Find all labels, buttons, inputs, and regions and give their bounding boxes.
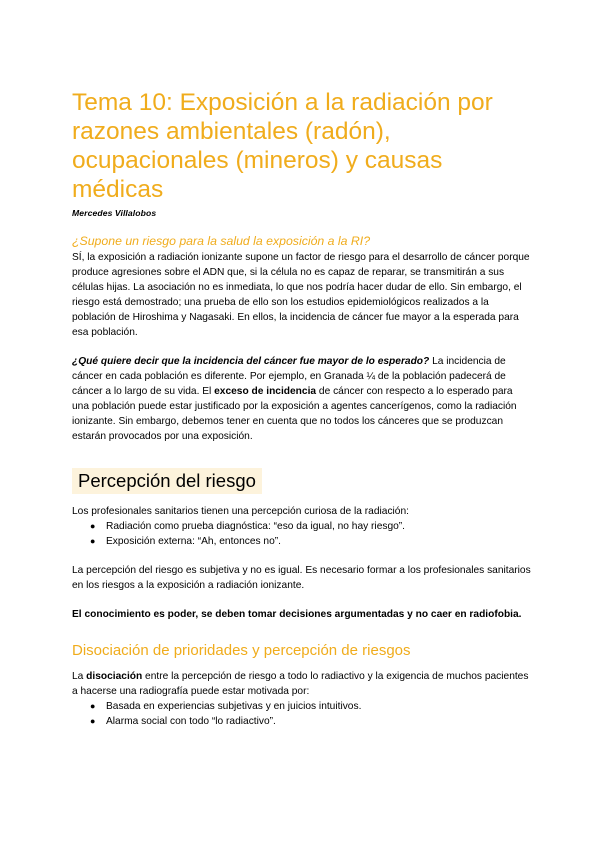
list-item: ● Radiación como prueba diagnóstica: “eso da igual, no hay riesgo”.: [90, 521, 406, 532]
incidence-question: ¿Qué quiere decir que la incidencia del cáncer fue mayor de lo esperado?: [72, 356, 430, 367]
list-item: ● Basada en experiencias subjetivas y en juicios intuitivos.: [90, 701, 362, 712]
document-page: [72, 88, 532, 729]
perception-paragraph: La percepción del riesgo es subjetiva y no es igual. Es necesario formar a los profesionales sanitarios en los riesgos a la exposición a radiación ionizante.: [72, 565, 531, 591]
dissociation-bold: disociación: [86, 671, 143, 682]
knowledge-statement: El conocimiento es poder, se deben tomar decisiones argumentadas y no caer en radiofobia.: [72, 609, 522, 620]
incidence-text-1: La incidencia de cáncer en cada población es diferente. Por ejemplo, en Granada ¼ de la población padecerá de cáncer a lo largo de su vida. El: [72, 356, 506, 397]
paragraph-incidence: [72, 354, 532, 444]
author-name: Mercedes Villalobos: [72, 208, 157, 218]
incidence-text-2: de cáncer con respecto a lo esperado para una población puede estar justificado por la exposición a agentes cancerígenos, como la radiación ionizante. Sin embargo, debemos tener en cuenta que no todos los cánceres que se produzcan estarán provocados por una exposición.: [72, 386, 517, 442]
question-heading: ¿Supone un riesgo para la salud la exposición a la RI?: [72, 234, 371, 248]
perception-list: [72, 519, 532, 549]
bullet-icon: ●: [90, 521, 96, 531]
list-item: ● Exposición externa: “Ah, entonces no”.: [90, 536, 281, 547]
dissociation-paragraph: La disociación entre la percepción de riesgo a todo lo radiactivo y la exigencia de muchos pacientes a hacerse una radiografía puede estar motivada por:: [72, 671, 529, 697]
document-title: Tema 10: Exposición a la radiación por razones ambientales (radón), ocupacionales (mineros) y causas médicas: [72, 89, 493, 203]
bullet-icon: ●: [90, 536, 96, 546]
bullet-icon: ●: [90, 716, 96, 726]
dissociation-list: [72, 699, 532, 729]
perception-intro: Los profesionales sanitarios tienen una percepción curiosa de la radiación:: [72, 506, 409, 517]
paragraph-risk: SÍ, la exposición a radiación ionizante supone un factor de riesgo para el desarrollo de cáncer porque produce agresiones sobre el ADN que, si la célula no es capaz de reparar, se transmitirán a sus células hijas. La asociación no es inmediata, lo que nos podría hacer dudar de ello. Sin embargo, el riesgo está demostrado; una prueba de ello son los estudios epidemiológicos realizados a la población de Hiroshima y Nagasaki. En ellos, la incidencia de cáncer fue mayor a la esperada para esa población.: [72, 252, 530, 338]
list-item: ● Alarma social con todo “lo radiactivo”.: [90, 716, 276, 727]
section-heading-perception: Percepción del riesgo: [72, 468, 262, 494]
bullet-icon: ●: [90, 701, 96, 711]
incidence-bold: exceso de incidencia: [214, 386, 317, 397]
section-heading-dissociation: Disociación de prioridades y percepción de riesgos: [72, 642, 411, 659]
